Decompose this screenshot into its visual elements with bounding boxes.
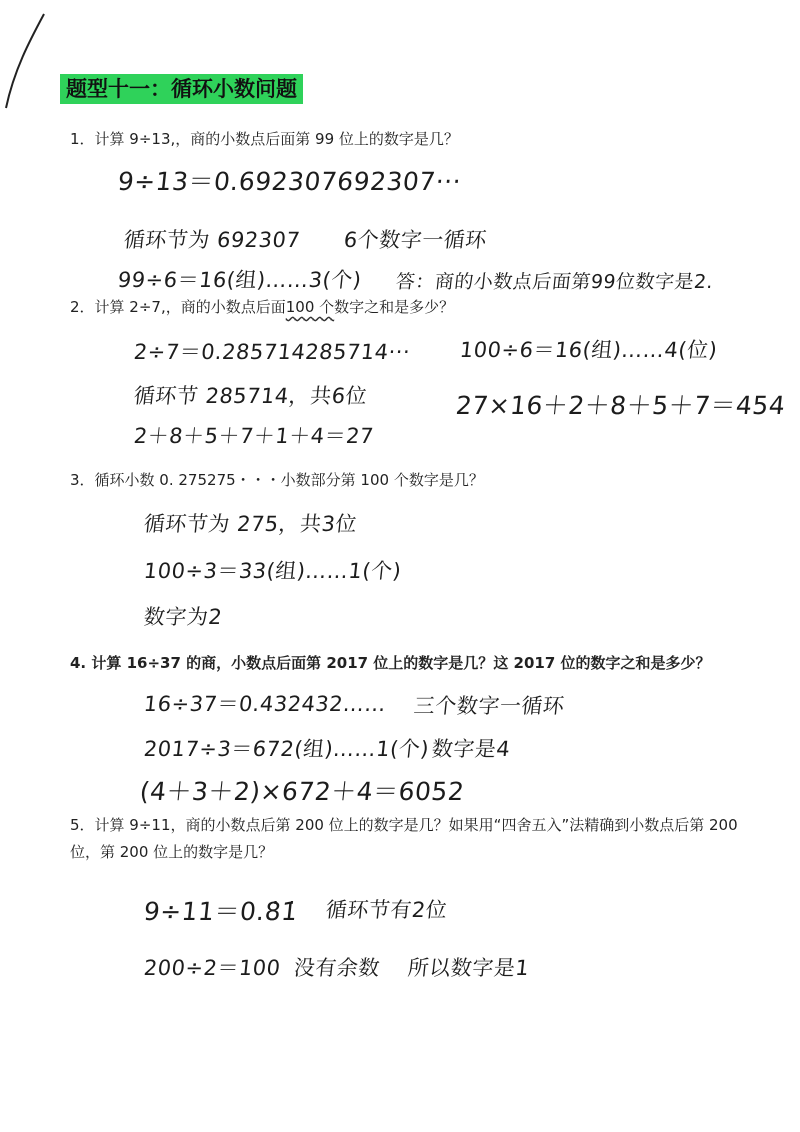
q1-work-line-3: 6个数字一循环 [342,228,489,252]
q4-work-line-1: 16÷37＝0.432432…… [142,692,388,716]
q5-work-line-2: 循环节有2位 [324,898,449,922]
q2-text-before: 2．计算 2÷7,，商的小数点后面 [70,298,286,316]
q2-work-line-3: 循环节 285714，共6位 [132,384,369,408]
q2-text-emphasis: 100 个 [285,298,335,316]
q1-work-line-1: 9÷13＝0.692307692307··· [116,167,463,196]
q2-work-line-4: 27×16＋2＋8＋5＋7＝454 [454,391,787,420]
question-2-text [70,294,760,321]
q5-work-line-5: 所以数字是1 [406,956,531,980]
q2-text-after: 数字之和是多少？ [334,298,455,316]
section-title: 题型十一：循环小数问题 [60,74,303,104]
q4-work-line-5: (4＋3＋2)×672＋4＝6052 [138,777,466,806]
q2-work-line-1: 2÷7＝0.285714285714··· [132,340,412,364]
q5-work-line-1: 9÷11＝0.8̇1̇ [142,897,300,926]
q5-work-line-4: 没有余数 [292,956,382,980]
q4-work-line-2: 三个数字一循环 [412,694,566,718]
q3-work-line-2: 100÷3＝33(组)……1(个) [142,559,403,583]
q2-work-line-5: 2＋8＋5＋7＋1＋4＝27 [132,424,376,448]
margin-pen-mark [0,0,60,120]
q4-work-line-4: 数字是4 [430,737,512,761]
question-1-text: 1．计算 9÷13,，商的小数点后面第 99 位上的数字是几？ [70,130,459,148]
question-3-text: 3．循环小数 0. 275275・・・小数部分第 100 个数字是几？ [70,471,484,489]
q1-answer: 答：商的小数点后面第99位数字是2. [394,271,715,293]
q4-work-line-3: 2017÷3＝672(组)……1(个) [142,737,431,761]
q3-work-line-1: 循环节为 275，共3位 [142,512,359,536]
q5-work-line-3: 200÷2＝100 [142,956,282,980]
q2-work-line-2: 100÷6＝16(组)……4(位) [458,338,719,362]
question-5-text: 5．计算 9÷11，商的小数点后第 200 位上的数字是几？如果用“四舍五入”法精确到小数点后第 200 位，第 200 位上的数字是几？ [70,816,738,861]
q1-work-line-2: 循环节为 692307 [122,228,302,252]
q1-work-line-4: 99÷6＝16(组)……3(个) [116,268,363,292]
q3-work-line-3: 数字为2 [142,605,224,629]
question-4-text: 4. 计算 16÷37 的商，小数点后面第 2017 位上的数字是几？这 2017 位的数字之和是多少？ [70,654,711,672]
